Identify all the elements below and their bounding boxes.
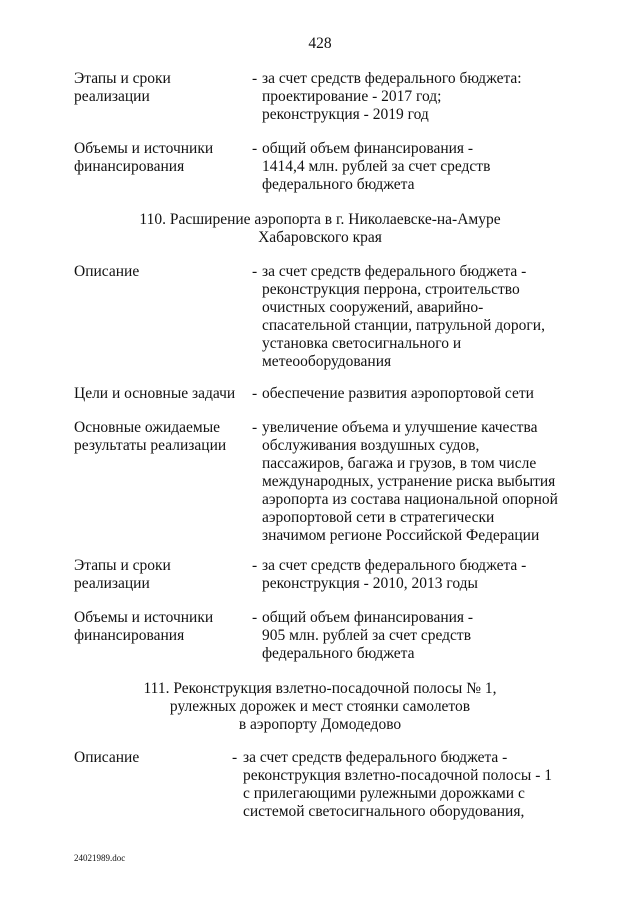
field-label (74, 385, 250, 403)
dash: - (252, 140, 258, 157)
value-line: установка светосигнального и (262, 335, 462, 352)
value-line: за счет средств федерального бюджета - (262, 557, 527, 574)
value-line: обеспечение развития аэропортовой сети (262, 385, 534, 402)
field-value (262, 140, 552, 194)
value-line: значимом регионе Российской Федерации (262, 527, 540, 544)
label-line: Этапы и сроки (74, 70, 171, 87)
value-line: проектирование - 2017 год; (262, 88, 442, 105)
label-line: Основные ожидаемые (74, 419, 221, 436)
field-value (243, 749, 553, 821)
label-line: финансирования (74, 627, 185, 644)
label-line: финансирования (74, 158, 185, 175)
value-line: спасательной станции, патрульной дороги, (262, 317, 545, 334)
value-line: обслуживания воздушных судов, (262, 437, 480, 454)
field-label (74, 557, 250, 593)
heading-line: рулежных дорожек и мест стоянки самолетов (169, 698, 471, 715)
value-line: за счет средств федерального бюджета - (243, 749, 508, 766)
footer-filename: 24021989.doc (74, 853, 126, 863)
value-line: пассажиров, багажа и грузов, в том числе (262, 455, 537, 472)
dash: - (252, 557, 258, 574)
field-value (262, 70, 552, 124)
heading-line: 111. Реконструкция взлетно-посадочной полосы № 1, (143, 680, 497, 697)
value-line: международных, устранение риска выбытия (262, 473, 556, 490)
heading-line: Хабаровского края (258, 229, 382, 246)
value-line: системой светосигнального оборудования, (243, 803, 525, 820)
field-label (74, 419, 250, 455)
label-line: Описание (74, 749, 140, 766)
value-line: реконструкция - 2019 год (262, 106, 429, 123)
page-number: 428 (308, 35, 332, 52)
label-line: реализации (74, 575, 150, 592)
dash: - (252, 609, 258, 626)
value-line: общий объем финансирования - (262, 140, 474, 157)
value-line: реконструкция взлетно-посадочной полосы - 1 (243, 767, 553, 784)
field-value (262, 419, 558, 545)
field-label (74, 70, 250, 106)
dash: - (252, 70, 258, 87)
value-line: увеличение объема и улучшение качества (262, 419, 538, 436)
label-line: Описание (74, 263, 140, 280)
heading-line: в аэропорту Домодедово (238, 716, 402, 733)
field-label (74, 263, 250, 281)
label-line: реализации (74, 88, 150, 105)
field-value (262, 557, 552, 593)
section-heading-111 (0, 680, 640, 734)
field-value (262, 609, 552, 663)
value-line: реконструкция перрона, строительство (262, 281, 520, 298)
label-line: Этапы и сроки (74, 557, 171, 574)
value-line: с прилегающими рулежными дорожками с (243, 785, 525, 802)
dash: - (252, 385, 258, 402)
dash: - (252, 419, 258, 436)
heading-line: 110. Расширение аэропорта в г. Николаевске-на-Амуре (139, 211, 501, 228)
field-value (262, 385, 552, 403)
field-value (262, 263, 552, 371)
field-label (74, 140, 250, 176)
value-line: метеооборудования (262, 353, 392, 370)
label-line: Цели и основные задачи (74, 385, 236, 402)
value-line: реконструкция - 2010, 2013 годы (262, 575, 478, 592)
value-line: аэропорта из состава национальной опорной (262, 491, 558, 508)
value-line: федерального бюджета (262, 176, 415, 193)
value-line: общий объем финансирования - (262, 609, 474, 626)
field-label (74, 609, 250, 645)
label-line: Объемы и источники (74, 140, 214, 157)
section-heading-110 (0, 211, 640, 247)
value-line: 905 млн. рублей за счет средств (262, 627, 472, 644)
label-line: результаты реализации (74, 437, 227, 454)
value-line: федерального бюджета (262, 645, 415, 662)
value-line: за счет средств федерального бюджета: (262, 70, 522, 87)
value-line: аэропортовой сети в стратегически (262, 509, 495, 526)
label-line: Объемы и источники (74, 609, 214, 626)
value-line: очистных сооружений, аварийно- (262, 299, 484, 316)
field-label (74, 749, 250, 767)
dash: - (232, 749, 238, 766)
value-line: 1414,4 млн. рублей за счет средств (262, 158, 491, 175)
value-line: за счет средств федерального бюджета - (262, 263, 527, 280)
dash: - (252, 263, 258, 280)
